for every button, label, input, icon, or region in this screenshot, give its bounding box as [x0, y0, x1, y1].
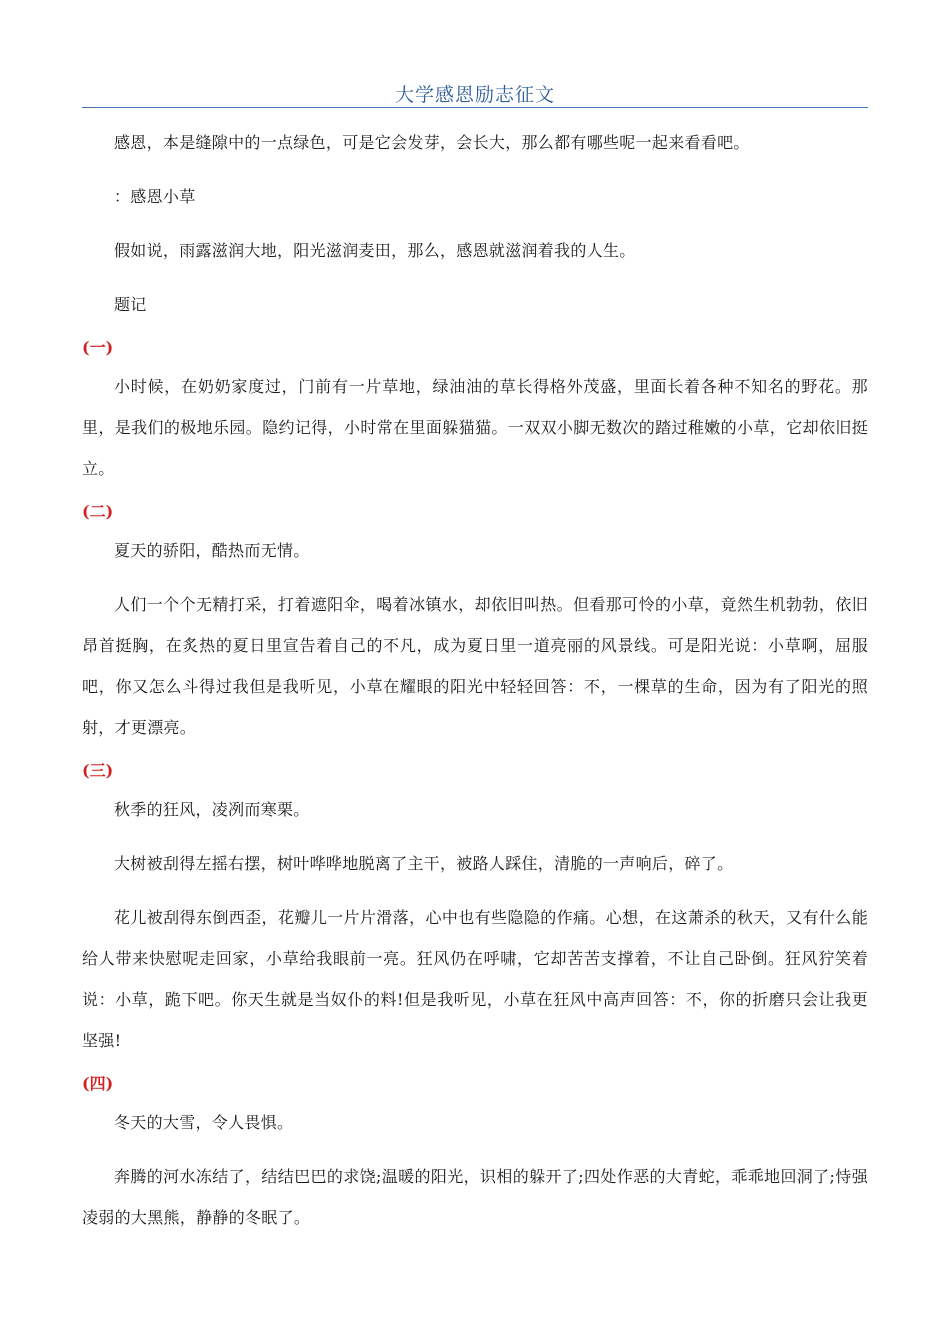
section-2-paragraph-2: 人们一个个无精打采，打着遮阳伞，喝着冰镇水，却依旧叫热。但看那可怜的小草，竟然生机勃勃，依旧昂首挺胸，在炙热的夏日里宣告着自己的不凡，成为夏日里一道亮丽的风景线。可是阳光说：小草啊，屈服吧，你又怎么斗得过我但是我听见，小草在耀眼的阳光中轻轻回答：不，一棵草的生命，因为有了阳光的照射，才更漂亮。: [82, 595, 868, 737]
section-4-paragraph-2: 奔腾的河水冻结了，结结巴巴的求饶;温暖的阳光，识相的躲开了;四处作恶的大青蛇，乖乖地回洞了;恃强凌弱的大黑熊，静静的冬眠了。: [82, 1167, 868, 1227]
section-4-paragraph-1: 冬天的大雪，令人畏惧。: [114, 1113, 294, 1132]
subtitle: ：感恩小草: [114, 187, 196, 206]
inscription: 题记: [114, 295, 147, 314]
section-heading-2: (二): [82, 502, 114, 521]
header-divider: [82, 107, 868, 108]
section-2-paragraph-1: 夏天的骄阳，酷热而无情。: [114, 541, 310, 560]
section-heading-4: (四): [82, 1074, 114, 1093]
intro-paragraph: 感恩，本是缝隙中的一点绿色，可是它会发芽，会长大，那么都有哪些呢一起来看看吧。: [114, 133, 750, 152]
section-heading-1: (一): [82, 338, 114, 357]
section-heading-3: (三): [82, 761, 114, 780]
document-body: [82, 122, 868, 1251]
section-1-paragraph-1: 小时候，在奶奶家度过，门前有一片草地，绿油油的草长得格外茂盛，里面长着各种不知名的野花。那里，是我们的极地乐园。隐约记得，小时常在里面躲猫猫。一双双小脚无数次的踏过稚嫩的小草，它却依旧挺立。: [82, 377, 868, 478]
document-header-title: 大学感恩励志征文: [394, 84, 555, 106]
section-3-paragraph-2: 大树被刮得左摇右摆，树叶哗哗地脱离了主干，被路人踩住，清脆的一声响后，碎了。: [114, 854, 734, 873]
section-3-paragraph-3: 花儿被刮得东倒西歪，花瓣儿一片片滑落，心中也有些隐隐的作痛。心想，在这萧杀的秋天，又有什么能给人带来快慰呢走回家，小草给我眼前一亮。狂风仍在呼啸，它却苦苦支撑着，不让自己卧倒。狂风狞笑着说：小草，跪下吧。你天生就是当奴仆的料!但是我听见，小草在狂风中高声回答：不，你的折磨只会让我更坚强!: [82, 908, 868, 1050]
section-3-paragraph-1: 秋季的狂风，凌冽而寒栗。: [114, 800, 310, 819]
lead-paragraph: 假如说，雨露滋润大地，阳光滋润麦田，那么，感恩就滋润着我的人生。: [114, 241, 636, 260]
